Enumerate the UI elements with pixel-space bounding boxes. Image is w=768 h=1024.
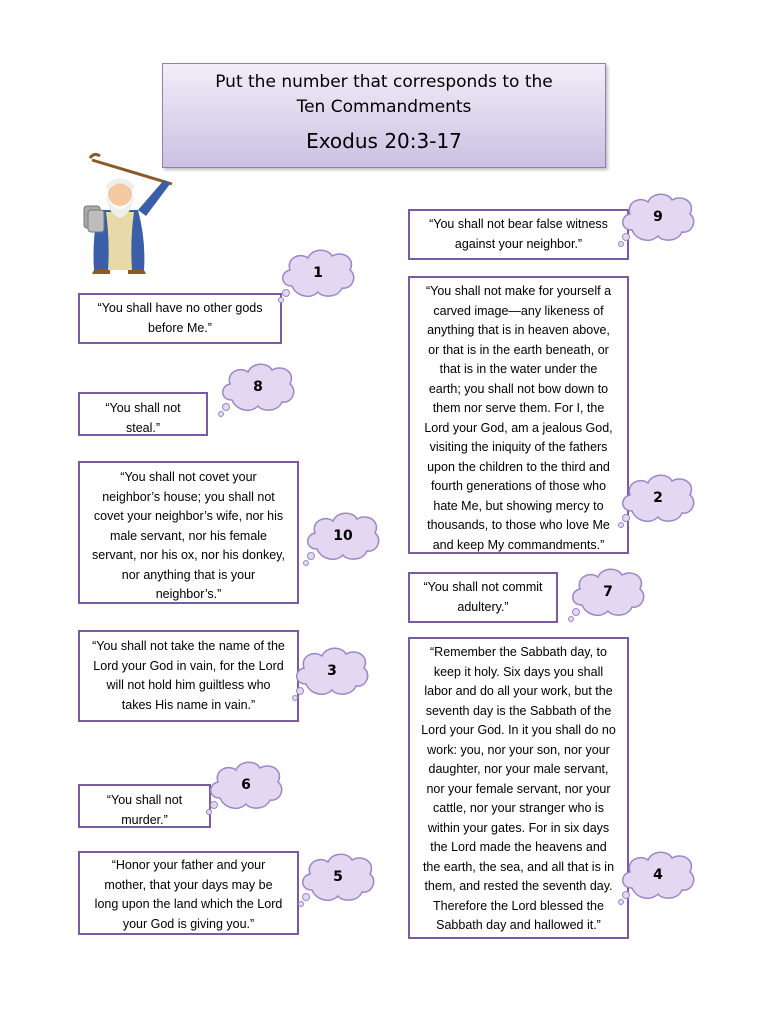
number-cloud-9	[618, 190, 698, 250]
commandment-box-7: “You shall not commit adultery.”	[408, 572, 558, 623]
number-cloud-8	[218, 360, 298, 420]
number-cloud-10	[303, 509, 383, 569]
title-banner	[162, 63, 606, 168]
number-cloud-7	[568, 565, 648, 625]
number-cloud-4	[618, 848, 698, 908]
commandment-box-6: “You shall not murder.”	[78, 784, 211, 828]
number-label: 6	[241, 777, 251, 793]
commandment-box-1: “You shall have no other gods before Me.”	[78, 293, 282, 344]
number-label: 8	[253, 379, 263, 395]
commandment-box-4: “Remember the Sabbath day, to keep it holy. Six days you shall labor and do all your work, but the seventh day is the Sabbath of the Lord your God. In it you shall do no work: you, nor your son, nor your daughter, nor your male servant, nor your female servant, nor your cattle, nor your stranger who is within your gates. For in six days the Lord made the heavens and the earth, the sea, and all that is in them, and rested the seventh day. Therefore the Lord blessed the Sabbath day and hallowed it.”	[408, 637, 629, 939]
commandment-box-5: “Honor your father and your mother, that your days may be long upon the land which the Lord your God is giving you.”	[78, 851, 299, 935]
commandment-box-2: “You shall not make for yourself a carved image—any likeness of anything that is in heaven above, or that is in the earth beneath, or that is in the water under the earth; you shall not bow down to them nor serve them. For I, the Lord your God, am a jealous God, visiting the iniquity of the fathers upon the children to the third and fourth generations of those who hate Me, but showing mercy to thousands, to those who love Me and keep My commandments.”	[408, 276, 629, 554]
number-label: 5	[333, 869, 343, 885]
number-cloud-3	[292, 644, 372, 704]
number-label: 10	[333, 528, 353, 544]
number-cloud-5	[298, 850, 378, 910]
number-cloud-6	[206, 758, 286, 818]
number-label: 4	[653, 867, 663, 883]
commandment-box-9: “You shall not bear false witness against your neighbor.”	[408, 209, 629, 260]
commandment-box-10: “You shall not covet your neighbor’s house; you shall not covet your neighbor’s wife, nor his male servant, nor his female servant, nor his ox, nor his donkey, nor anything that is your neighbor’s.”	[78, 461, 299, 604]
commandment-box-3: “You shall not take the name of the Lord your God in vain, for the Lord will not hold him guiltless who takes His name in vain.”	[78, 630, 299, 722]
page-title: Put the number that corresponds to the Ten Commandments	[215, 72, 553, 117]
number-label: 9	[653, 209, 663, 225]
commandment-box-8: “You shall not steal.”	[78, 392, 208, 436]
number-label: 3	[327, 663, 337, 679]
number-label: 1	[313, 265, 323, 281]
number-cloud-2	[618, 471, 698, 531]
number-label: 2	[653, 490, 663, 506]
moses-illustration	[76, 150, 176, 280]
number-label: 7	[603, 584, 613, 600]
number-cloud-1	[278, 246, 358, 306]
scripture-reference: Exodus 20:3-17	[306, 129, 462, 153]
